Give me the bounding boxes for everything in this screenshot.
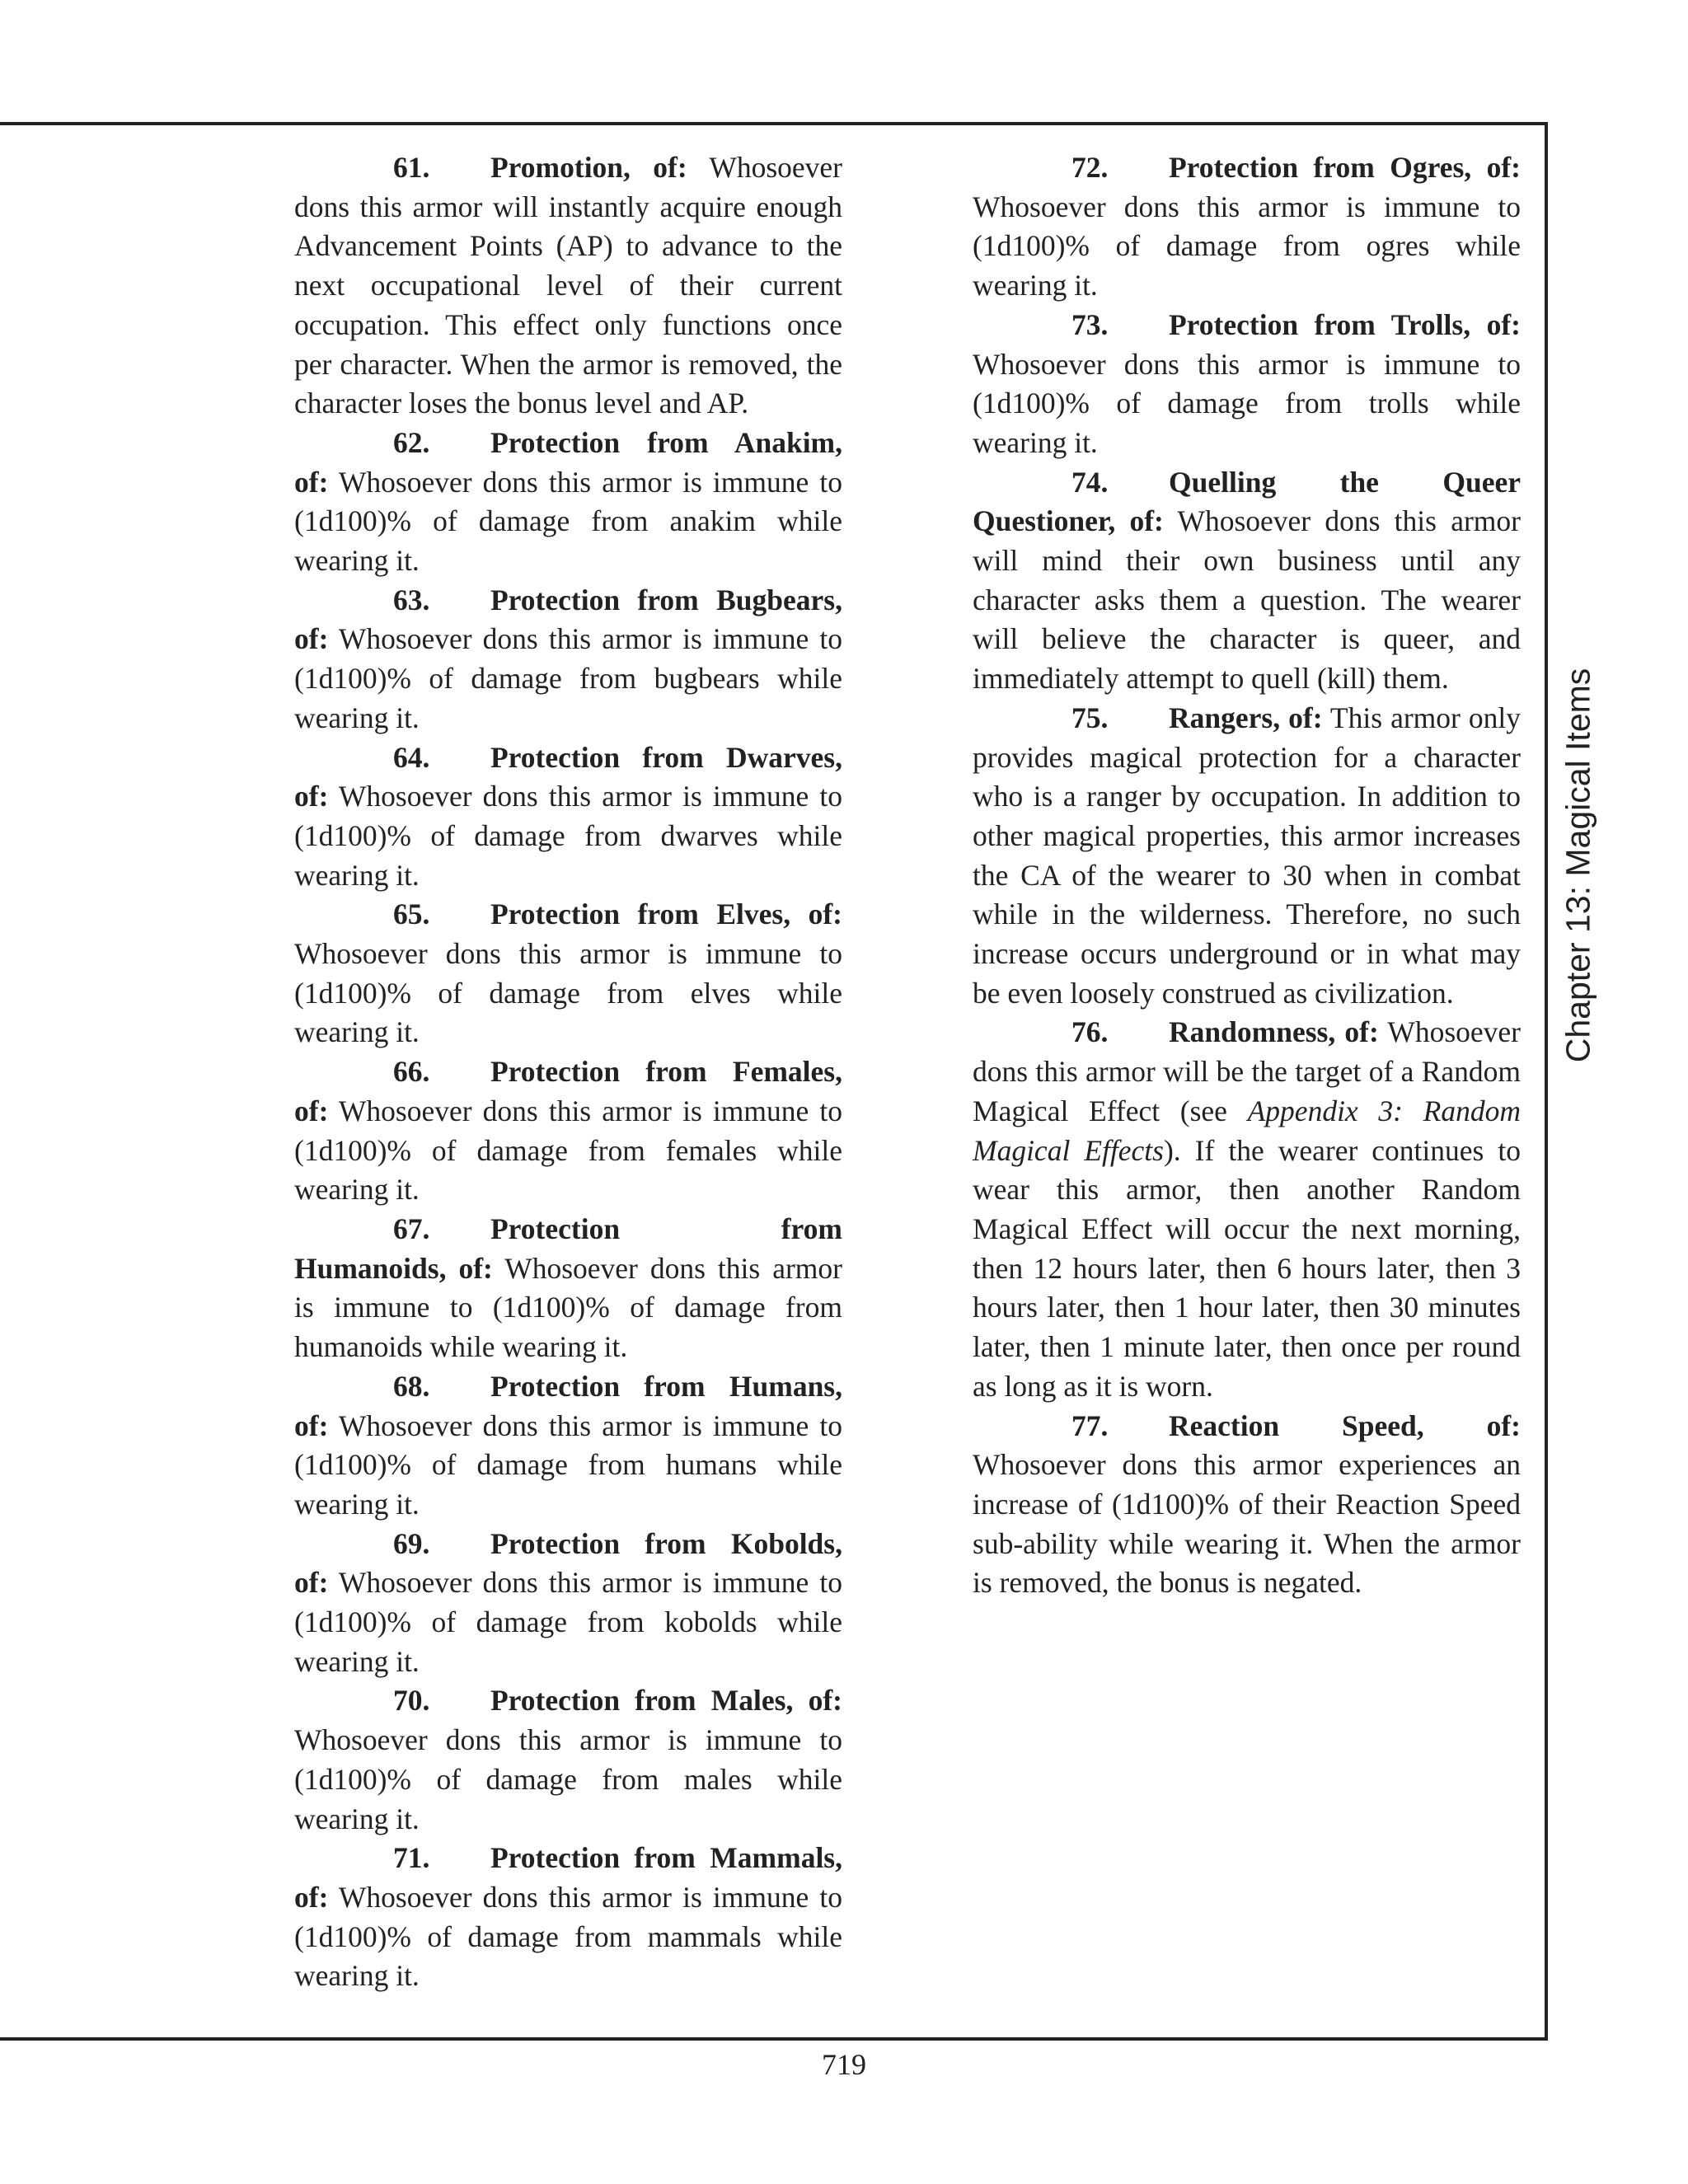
entry-number: 62. [393,425,430,459]
entry-61 [294,148,842,424]
entry-number: 63. [393,583,430,616]
entry-title: Protection from Males, of: [490,1684,842,1718]
entry-title: Protection from Anakim, of: [294,425,842,499]
entry-title: Protection from Humans, of: [294,1369,842,1442]
left-column [294,148,842,1996]
right-column [973,148,1521,1603]
entry-text: Whosoever dons this armor will instantly acquire enough Advancement Points (AP) to advance to the next occupational level of their current occupation. This effect only functions once per character. When the armor is removed, the character loses the bonus level and AP. [294,151,842,420]
entry-number: 74. [1071,465,1109,499]
entry-title: Promotion, of: [490,151,687,184]
entry-text: Whosoever dons this armor is immune to (1d100)% of damage from elves while wearing it. [294,937,842,1049]
entry-73 [973,306,1521,463]
entry-65 [294,895,842,1052]
entry-76 [973,1013,1521,1406]
entry-75 [973,699,1521,1014]
appendix-reference: Appendix 3: Random Magical Effects [973,1094,1521,1167]
entry-number: 77. [1071,1408,1109,1442]
entry-77 [973,1407,1521,1604]
entry-63 [294,581,842,738]
entry-title: Protection from Mammals, of: [294,1841,842,1914]
entry-number: 75. [1071,701,1109,734]
entry-68 [294,1367,842,1525]
entry-69 [294,1525,842,1682]
entry-number: 66. [393,1055,430,1089]
entry-text: Whosoever dons this armor is immune to (1d100)% of damage from humanoids while wearing it. [294,1251,842,1364]
entry-text: Whosoever dons this armor is immune to (1d100)% of damage from mammals while wearing it. [294,1880,842,1993]
page-number: 719 [822,2048,866,2081]
entry-number: 73. [1071,307,1109,341]
entry-66 [294,1052,842,1210]
entry-number: 65. [393,898,430,931]
entry-title: Protection from Ogres, of: [1169,151,1521,184]
entry-title: Reaction Speed, of: [1169,1408,1521,1442]
entry-number: 69. [393,1526,430,1560]
entry-title: Randomness, of: [1169,1015,1379,1049]
entry-74 [973,463,1521,699]
entry-text: Whosoever dons this armor experiences an increase of (1d100)% of their Reaction Speed sub-ability while wearing it. When the armor is removed, the bonus is negated. [973,1448,1521,1600]
entry-text: Whosoever dons this armor will be the target of a Random Magical Effect (see [973,1015,1521,1127]
entry-text: Whosoever dons this armor is immune to (1d100)% of damage from bugbears while wearing it. [294,622,842,734]
entry-text: Whosoever dons this armor is immune to (1d100)% of damage from anakim while wearing it. [294,465,842,578]
entry-text: Whosoever dons this armor is immune to (1d100)% of damage from males while wearing it. [294,1723,842,1835]
entry-text: This armor only provides magical protection for a character who is a ranger by occupation. In addition to other magical properties, this armor increases the CA of the wearer to 30 when in combat while in the wilderness. Therefore, no such increase occurs underground or in what may be even loosely construed as civilization. [973,701,1521,1010]
entry-number: 72. [1071,151,1109,184]
entry-number: 71. [393,1841,430,1875]
entry-71 [294,1839,842,1996]
entry-number: 76. [1071,1015,1109,1049]
entry-number: 61. [393,151,430,184]
entry-text-continued: ). If the wearer continues to wear this armor, then another Random Magical Effect will occur the next morning, then 12 hours later, then 6 hours later, then 3 hours later, then 1 hour later, then 30 minutes later, then 1 minute later, then once per round as long as it is worn. [973,1133,1521,1403]
entry-title: Quelling the Queer Questioner, of: [973,465,1521,538]
entry-62 [294,424,842,581]
entry-title: Protection from Elves, of: [490,898,842,931]
entry-text: Whosoever dons this armor is immune to (1d100)% of damage from females while wearing it. [294,1094,842,1207]
entry-number: 64. [393,740,430,774]
chapter-side-label: Chapter 13: Magical Items [1559,668,1597,1063]
entry-number: 67. [393,1212,430,1245]
entry-number: 70. [393,1684,430,1718]
entry-67 [294,1210,842,1367]
entry-text: Whosoever dons this armor is immune to (1d100)% of damage from humans while wearing it. [294,1408,842,1521]
entry-text: Whosoever dons this armor is immune to (1d100)% of damage from ogres while wearing it. [973,190,1521,302]
entry-title: Protection from Bugbears, of: [294,583,842,656]
entry-title: Protection from Trolls, of: [1169,307,1521,341]
entry-text: Whosoever dons this armor is immune to (1d100)% of damage from kobolds while wearing it. [294,1566,842,1678]
entry-72 [973,148,1521,306]
entry-title: Protection from Dwarves, of: [294,740,842,813]
entry-title: Protection from Humanoids, of: [294,1212,842,1285]
entry-title: Protection from Kobolds, of: [294,1526,842,1600]
entry-64 [294,738,842,896]
entry-title: Rangers, of: [1169,701,1323,734]
entry-text: Whosoever dons this armor will mind their own business until any character asks them a question. The wearer will believe the character is queer, and immediately attempt to quell (kill) them. [973,504,1521,696]
entry-number: 68. [393,1369,430,1403]
entry-text: Whosoever dons this armor is immune to (1d100)% of damage from trolls while wearing it. [973,347,1521,459]
entry-70 [294,1681,842,1839]
entry-title: Protection from Females, of: [294,1055,842,1127]
entry-text: Whosoever dons this armor is immune to (1d100)% of damage from dwarves while wearing it. [294,780,842,892]
